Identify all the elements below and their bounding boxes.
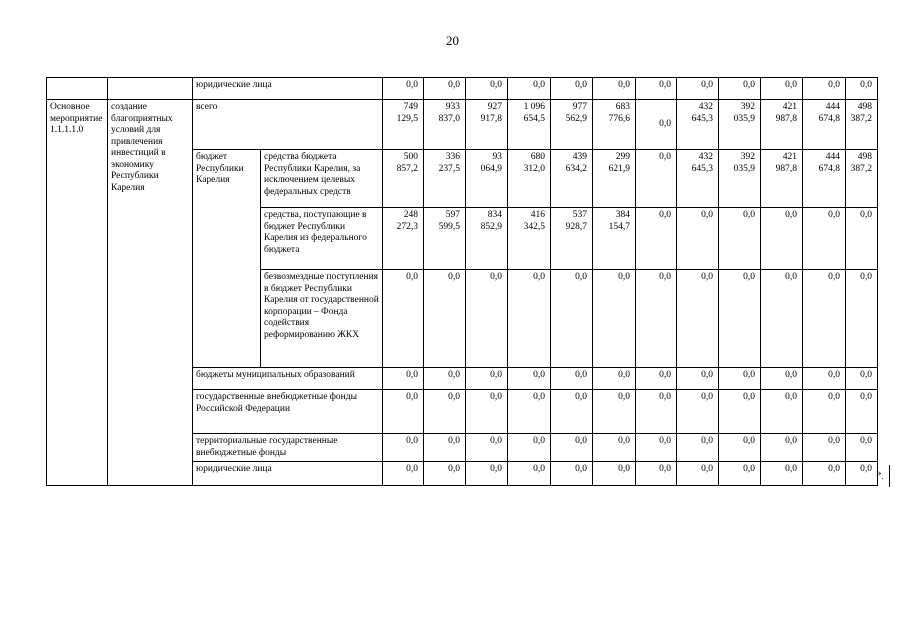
value-text: 0,0	[659, 118, 671, 129]
value-text: 987,8	[775, 163, 797, 174]
value-cell	[466, 390, 508, 434]
value-cell	[383, 390, 424, 434]
value-text: 0,0	[785, 436, 797, 446]
value-cell	[761, 434, 803, 462]
value-cell	[761, 390, 803, 434]
value-text: 0,0	[533, 370, 545, 380]
financing-table	[46, 77, 878, 486]
value-text: 0,0	[490, 436, 502, 446]
value-text: 498	[857, 152, 872, 162]
value-text: 0,0	[575, 464, 587, 474]
value-cell	[719, 150, 761, 208]
value-cell	[466, 434, 508, 462]
value-text: 0,0	[743, 392, 755, 402]
value-text: 0,0	[448, 436, 460, 446]
value-cell	[677, 368, 719, 390]
value-text: 674,8	[818, 163, 840, 174]
value-cell	[593, 100, 636, 150]
value-cell	[636, 368, 677, 390]
value-text: 0,0	[533, 436, 545, 446]
value-cell	[593, 208, 636, 270]
value-cell	[636, 150, 677, 208]
value-text: 0,0	[828, 370, 840, 380]
value-text: 0,0	[743, 436, 755, 446]
value-cell	[636, 390, 677, 434]
value-cell	[677, 462, 719, 486]
source-label: юридические лица	[193, 462, 383, 486]
value-cell	[593, 462, 636, 486]
value-text: 852,9	[480, 221, 502, 232]
value-text: 837,0	[438, 113, 460, 124]
value-text: 0,0	[618, 464, 630, 474]
value-cell	[846, 100, 878, 150]
value-text: 749	[403, 102, 418, 112]
value-cell	[803, 100, 846, 150]
value-cell	[636, 270, 677, 368]
value-cell	[719, 434, 761, 462]
value-cell	[383, 100, 424, 150]
value-cell	[636, 100, 677, 150]
value-cell	[761, 462, 803, 486]
value-cell	[593, 270, 636, 368]
source-label: территориальные государственные внебюджетные фонды	[193, 434, 383, 462]
value-cell	[424, 368, 466, 390]
value-text: 064,9	[480, 163, 502, 174]
value-text: 927	[487, 102, 502, 112]
value-text: 0,0	[701, 272, 713, 282]
value-cell	[677, 150, 719, 208]
measure-title: Основное мероприятие 1.1.1.1.0	[47, 100, 108, 486]
value-cell	[846, 78, 878, 100]
value-text: 977	[572, 102, 587, 112]
value-text: 674,8	[818, 113, 840, 124]
value-text: 0,0	[490, 370, 502, 380]
value-text: 0,0	[828, 272, 840, 282]
value-text: 0,0	[743, 80, 755, 90]
value-text: 0,0	[533, 80, 545, 90]
value-text: 0,0	[618, 436, 630, 446]
value-text: 537	[572, 210, 587, 220]
value-text: 0,0	[785, 80, 797, 90]
value-cell	[424, 208, 466, 270]
value-text: 645,3	[691, 113, 713, 124]
value-text: 0,0	[785, 392, 797, 402]
value-cell	[803, 462, 846, 486]
value-text: 0,0	[701, 392, 713, 402]
value-text: 562,9	[565, 113, 587, 124]
value-text: 0,0	[490, 272, 502, 282]
value-cell	[761, 208, 803, 270]
value-text: 597	[445, 210, 460, 220]
source-label: бюджеты муниципальных образований	[193, 368, 383, 390]
value-text: 0,0	[490, 392, 502, 402]
value-cell	[424, 434, 466, 462]
value-cell	[593, 78, 636, 100]
value-cell	[761, 100, 803, 150]
value-text: 392	[740, 152, 755, 162]
value-text: 0,0	[406, 392, 418, 402]
value-cell	[803, 150, 846, 208]
value-cell	[719, 270, 761, 368]
value-cell	[466, 368, 508, 390]
value-cell	[508, 368, 551, 390]
value-cell	[551, 368, 593, 390]
value-cell	[761, 78, 803, 100]
value-text: 93	[492, 152, 502, 162]
value-text: 0,0	[828, 464, 840, 474]
value-text: 035,9	[733, 163, 755, 174]
value-text: 421	[782, 102, 797, 112]
value-text: 0,0	[785, 370, 797, 380]
value-text: 035,9	[733, 113, 755, 124]
value-cell	[803, 390, 846, 434]
value-cell	[383, 462, 424, 486]
value-text: 0,0	[618, 80, 630, 90]
value-cell	[466, 78, 508, 100]
value-text: 384	[615, 210, 630, 220]
value-text: 0,0	[490, 80, 502, 90]
value-cell	[508, 462, 551, 486]
value-cell	[593, 390, 636, 434]
closing-quote-mark: $»_,$	[876, 467, 884, 482]
value-cell	[593, 434, 636, 462]
value-cell	[677, 434, 719, 462]
value-text: 0,0	[828, 436, 840, 446]
value-cell	[383, 368, 424, 390]
value-cell	[424, 390, 466, 434]
value-text: 0,0	[448, 392, 460, 402]
value-cell	[719, 208, 761, 270]
value-cell	[424, 462, 466, 486]
value-text: 0,0	[860, 436, 872, 446]
value-cell	[551, 270, 593, 368]
value-text: 0,0	[406, 464, 418, 474]
value-cell	[424, 78, 466, 100]
value-text: 599,5	[438, 221, 460, 232]
value-text: 0,0	[659, 272, 671, 282]
value-cell	[466, 100, 508, 150]
value-cell	[383, 78, 424, 100]
value-text: 299	[615, 152, 630, 162]
value-text: 933	[445, 102, 460, 112]
value-text: 0,0	[618, 272, 630, 282]
value-cell	[677, 78, 719, 100]
source-label: юридические лица	[193, 78, 383, 100]
value-text: 0,0	[860, 80, 872, 90]
value-text: 312,0	[523, 163, 545, 174]
value-cell	[846, 270, 878, 368]
value-cell	[551, 100, 593, 150]
value-cell	[636, 208, 677, 270]
value-cell	[466, 270, 508, 368]
value-text: 0,0	[743, 272, 755, 282]
value-text: 0,0	[618, 370, 630, 380]
value-cell	[803, 368, 846, 390]
value-cell	[719, 78, 761, 100]
value-cell	[508, 208, 551, 270]
value-cell	[846, 390, 878, 434]
value-cell	[803, 270, 846, 368]
value-cell	[551, 78, 593, 100]
empty-cell	[47, 78, 108, 100]
value-cell	[846, 462, 878, 486]
value-cell	[846, 434, 878, 462]
value-cell	[551, 208, 593, 270]
value-text: 928,7	[565, 221, 587, 232]
value-text: 500	[403, 152, 418, 162]
value-text: 248	[403, 210, 418, 220]
value-cell	[383, 150, 424, 208]
value-text: 0,0	[743, 210, 755, 220]
value-text: 0,0	[448, 80, 460, 90]
value-cell	[508, 150, 551, 208]
value-text: 0,0	[860, 370, 872, 380]
value-cell	[424, 150, 466, 208]
value-cell	[761, 150, 803, 208]
value-text: 387,2	[850, 113, 872, 124]
value-text: 0,0	[743, 370, 755, 380]
value-cell	[636, 434, 677, 462]
value-cell	[551, 390, 593, 434]
value-text: 0,0	[406, 80, 418, 90]
value-text: 0,0	[490, 464, 502, 474]
value-text: 834	[487, 210, 502, 220]
value-text: 621,9	[608, 163, 630, 174]
value-text: 444	[825, 152, 840, 162]
value-text: 0,0	[701, 436, 713, 446]
value-text: 0,0	[618, 392, 630, 402]
value-cell	[466, 150, 508, 208]
value-cell	[636, 462, 677, 486]
value-text: 432	[698, 152, 713, 162]
value-cell	[383, 208, 424, 270]
value-text: 857,2	[396, 163, 418, 174]
value-text: 0,0	[828, 392, 840, 402]
value-text: 0,0	[575, 436, 587, 446]
value-text: 237,5	[438, 163, 460, 174]
value-cell	[508, 100, 551, 150]
value-text: 0,0	[533, 392, 545, 402]
value-text: 0,0	[448, 370, 460, 380]
value-cell	[424, 100, 466, 150]
empty-cell	[108, 78, 193, 100]
value-cell	[761, 270, 803, 368]
value-text: 0,0	[659, 152, 671, 162]
value-cell	[846, 150, 878, 208]
value-text: 0,0	[659, 464, 671, 474]
value-text: 0,0	[575, 370, 587, 380]
value-text: 0,0	[575, 392, 587, 402]
value-cell	[761, 368, 803, 390]
value-text: 0,0	[701, 464, 713, 474]
value-text: 154,7	[608, 221, 630, 232]
value-cell	[846, 208, 878, 270]
source-label: средства бюджета Республики Карелия, за исключением целевых федеральных средств	[261, 150, 383, 208]
value-text: 392	[740, 102, 755, 112]
table-row	[47, 100, 878, 150]
value-text: 776,6	[608, 113, 630, 124]
value-text: 0,0	[828, 210, 840, 220]
value-text: 0,0	[785, 210, 797, 220]
value-text: 0,0	[860, 272, 872, 282]
value-cell	[719, 100, 761, 150]
value-cell	[466, 208, 508, 270]
value-cell	[593, 368, 636, 390]
value-text: 0,0	[860, 392, 872, 402]
measure-description: создание благоприятных условий для привлечения инвестиций в экономику Республики Карелия	[108, 100, 193, 486]
value-text: 0,0	[659, 370, 671, 380]
value-text: 498	[857, 102, 872, 112]
value-text: 0,0	[406, 272, 418, 282]
source-label: всего	[193, 100, 383, 150]
value-text: 645,3	[691, 163, 713, 174]
value-text: 272,3	[396, 221, 418, 232]
value-cell	[677, 100, 719, 150]
value-cell	[383, 270, 424, 368]
value-cell	[508, 434, 551, 462]
value-text: 387,2	[850, 163, 872, 174]
value-cell	[719, 462, 761, 486]
value-text: 917,8	[480, 113, 502, 124]
value-text: 439	[572, 152, 587, 162]
value-text: 0,0	[533, 272, 545, 282]
budget-group-label: бюджет Республики Карелия	[193, 150, 261, 368]
value-text: 0,0	[828, 80, 840, 90]
value-text: 0,0	[860, 464, 872, 474]
value-text: 0,0	[659, 80, 671, 90]
value-text: 416	[530, 210, 545, 220]
value-text: 680	[530, 152, 545, 162]
value-text: 336	[445, 152, 460, 162]
value-text: 342,5	[523, 221, 545, 232]
value-text: 0,0	[575, 272, 587, 282]
value-text: 654,5	[523, 113, 545, 124]
value-text: 0,0	[406, 436, 418, 446]
value-text: 0,0	[659, 436, 671, 446]
value-cell	[677, 390, 719, 434]
value-text: 0,0	[860, 210, 872, 220]
value-text: 0,0	[701, 370, 713, 380]
value-cell	[719, 390, 761, 434]
value-cell	[466, 462, 508, 486]
value-text: 444	[825, 102, 840, 112]
margin-bar	[889, 465, 890, 487]
value-text: 421	[782, 152, 797, 162]
value-cell	[677, 270, 719, 368]
value-text: 0,0	[575, 80, 587, 90]
value-cell	[508, 78, 551, 100]
value-text: 0,0	[659, 392, 671, 402]
value-cell	[677, 208, 719, 270]
value-cell	[424, 270, 466, 368]
value-cell	[551, 462, 593, 486]
value-cell	[551, 150, 593, 208]
value-cell	[551, 434, 593, 462]
value-cell	[719, 368, 761, 390]
value-text: 987,8	[775, 113, 797, 124]
value-text: 683	[615, 102, 630, 112]
value-text: 0,0	[743, 464, 755, 474]
value-text: 634,2	[565, 163, 587, 174]
table-row	[47, 78, 878, 100]
source-label: средства, поступающие в бюджет Республики Карелия из федерального бюджета	[261, 208, 383, 270]
value-text: 0,0	[701, 210, 713, 220]
value-text: 129,5	[396, 113, 418, 124]
page-number: 20	[446, 33, 459, 48]
value-text: 0,0	[785, 464, 797, 474]
value-text: 1 096	[523, 102, 545, 112]
value-text: 432	[698, 102, 713, 112]
value-cell	[383, 434, 424, 462]
source-label: безвозмездные поступления в бюджет Республики Карелия от государственной корпорации – Фонда содействия реформированию ЖКХ	[261, 270, 383, 368]
value-text: 0,0	[406, 370, 418, 380]
value-cell	[593, 150, 636, 208]
value-cell	[636, 78, 677, 100]
value-cell	[803, 78, 846, 100]
value-text: 0,0	[659, 210, 671, 220]
value-cell	[803, 434, 846, 462]
value-cell	[846, 368, 878, 390]
value-text: 0,0	[533, 464, 545, 474]
value-text: 0,0	[701, 80, 713, 90]
value-text: 0,0	[448, 464, 460, 474]
value-cell	[508, 390, 551, 434]
value-cell	[508, 270, 551, 368]
value-text: 0,0	[785, 272, 797, 282]
source-label: государственные внебюджетные фонды Российской Федерации	[193, 390, 383, 434]
value-text: 0,0	[448, 272, 460, 282]
value-cell	[803, 208, 846, 270]
